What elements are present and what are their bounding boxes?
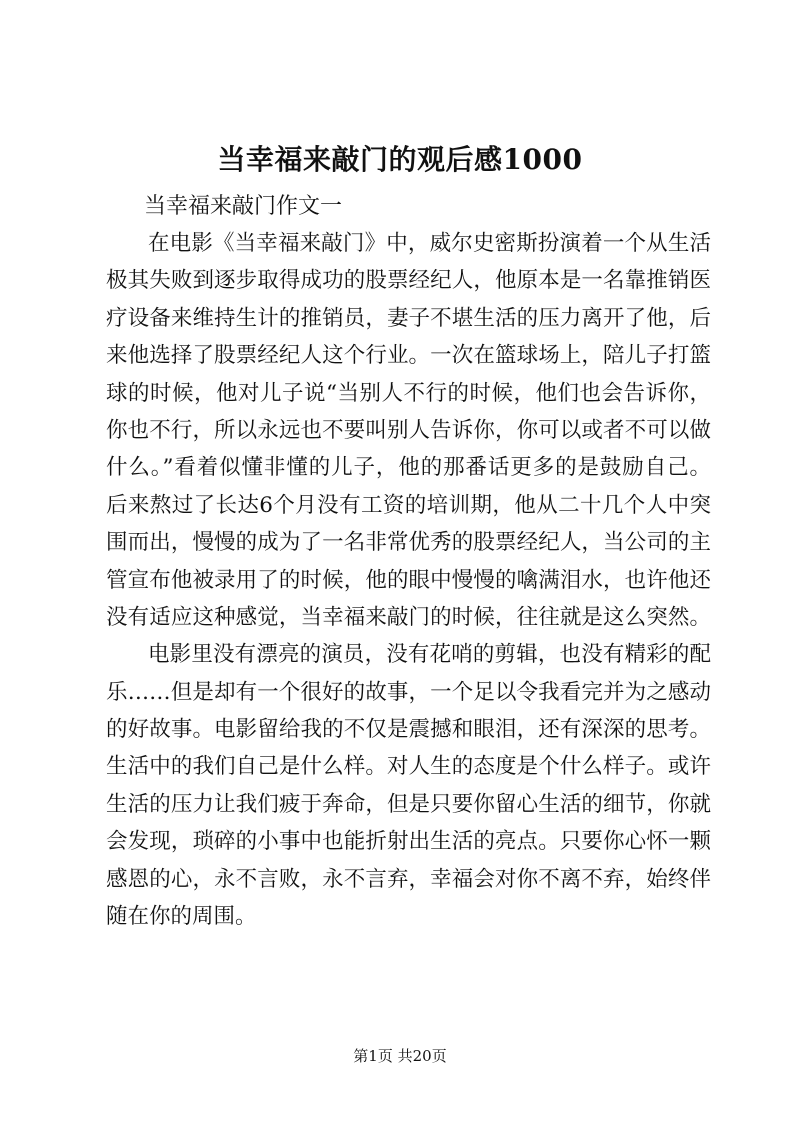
paragraph-line: 管宣布他被录用了的时候，他的眼中慢慢的噙满泪水，也许他还 [106,567,711,593]
paragraph [106,636,711,935]
paragraph-line: 会发现，琐碎的小事中也能折射出生活的亮点。只要你心怀一颗 [106,829,711,855]
paragraph-line: 的好故事。电影留给我的不仅是震撼和眼泪，还有深深的思考。 [106,717,711,743]
paragraph-line: 感恩的心，永不言败，永不言弃，幸福会对你不离不弃，始终伴 [106,866,711,892]
paragraph-line: 生活中的我们自己是什么样。对人生的态度是个什么样子。或许 [106,754,711,780]
paragraph [106,225,711,636]
paragraph-line: 乐……但是却有一个很好的故事，一个足以令我看完并为之感动 [106,679,711,705]
document-subtitle: 当幸福来敲门作文一 [144,194,343,219]
paragraph-line: 在电影《当幸福来敲门》中，威尔史密斯扮演着一个从生活 [148,231,711,256]
paragraph-line: 球的时候，他对儿子说“当别人不行的时候，他们也会告诉你， [106,380,711,406]
paragraph-line: 后来熬过了长达6个月没有工资的培训期，他从二十几个人中突 [106,492,711,518]
document-title: 当幸福来敲门的观后感1000 [217,143,583,176]
paragraph-line: 电影里没有漂亮的演员，没有花哨的剪辑，也没有精彩的配 [148,642,711,668]
paragraph-line: 随在你的周围。 [106,904,257,930]
page-footer: 第1页 共20页 [353,1047,447,1065]
paragraph-line: 极其失败到逐步取得成功的股票经纪人，他原本是一名靠推销医 [106,268,711,294]
paragraph-line: 你也不行，所以永远也不要叫别人告诉你，你可以或者不可以做 [106,417,711,443]
paragraph-line: 什么。”看着似懂非懂的儿子，他的那番话更多的是鼓励自己。 [106,455,711,481]
paragraph-line: 疗设备来维持生计的推销员，妻子不堪生活的压力离开了他，后 [106,305,711,331]
paragraph-line: 围而出，慢慢的成为了一名非常优秀的股票经纪人，当公司的主 [106,530,711,556]
document-body [106,225,711,935]
paragraph-line: 来他选择了股票经纪人这个行业。一次在篮球场上，陪儿子打篮 [106,343,711,369]
paragraph-line: 生活的压力让我们疲于奔命，但是只要你留心生活的细节，你就 [106,791,711,817]
paragraph-line: 没有适应这种感觉，当幸福来敲门的时候，往往就是这么突然。 [106,604,711,630]
